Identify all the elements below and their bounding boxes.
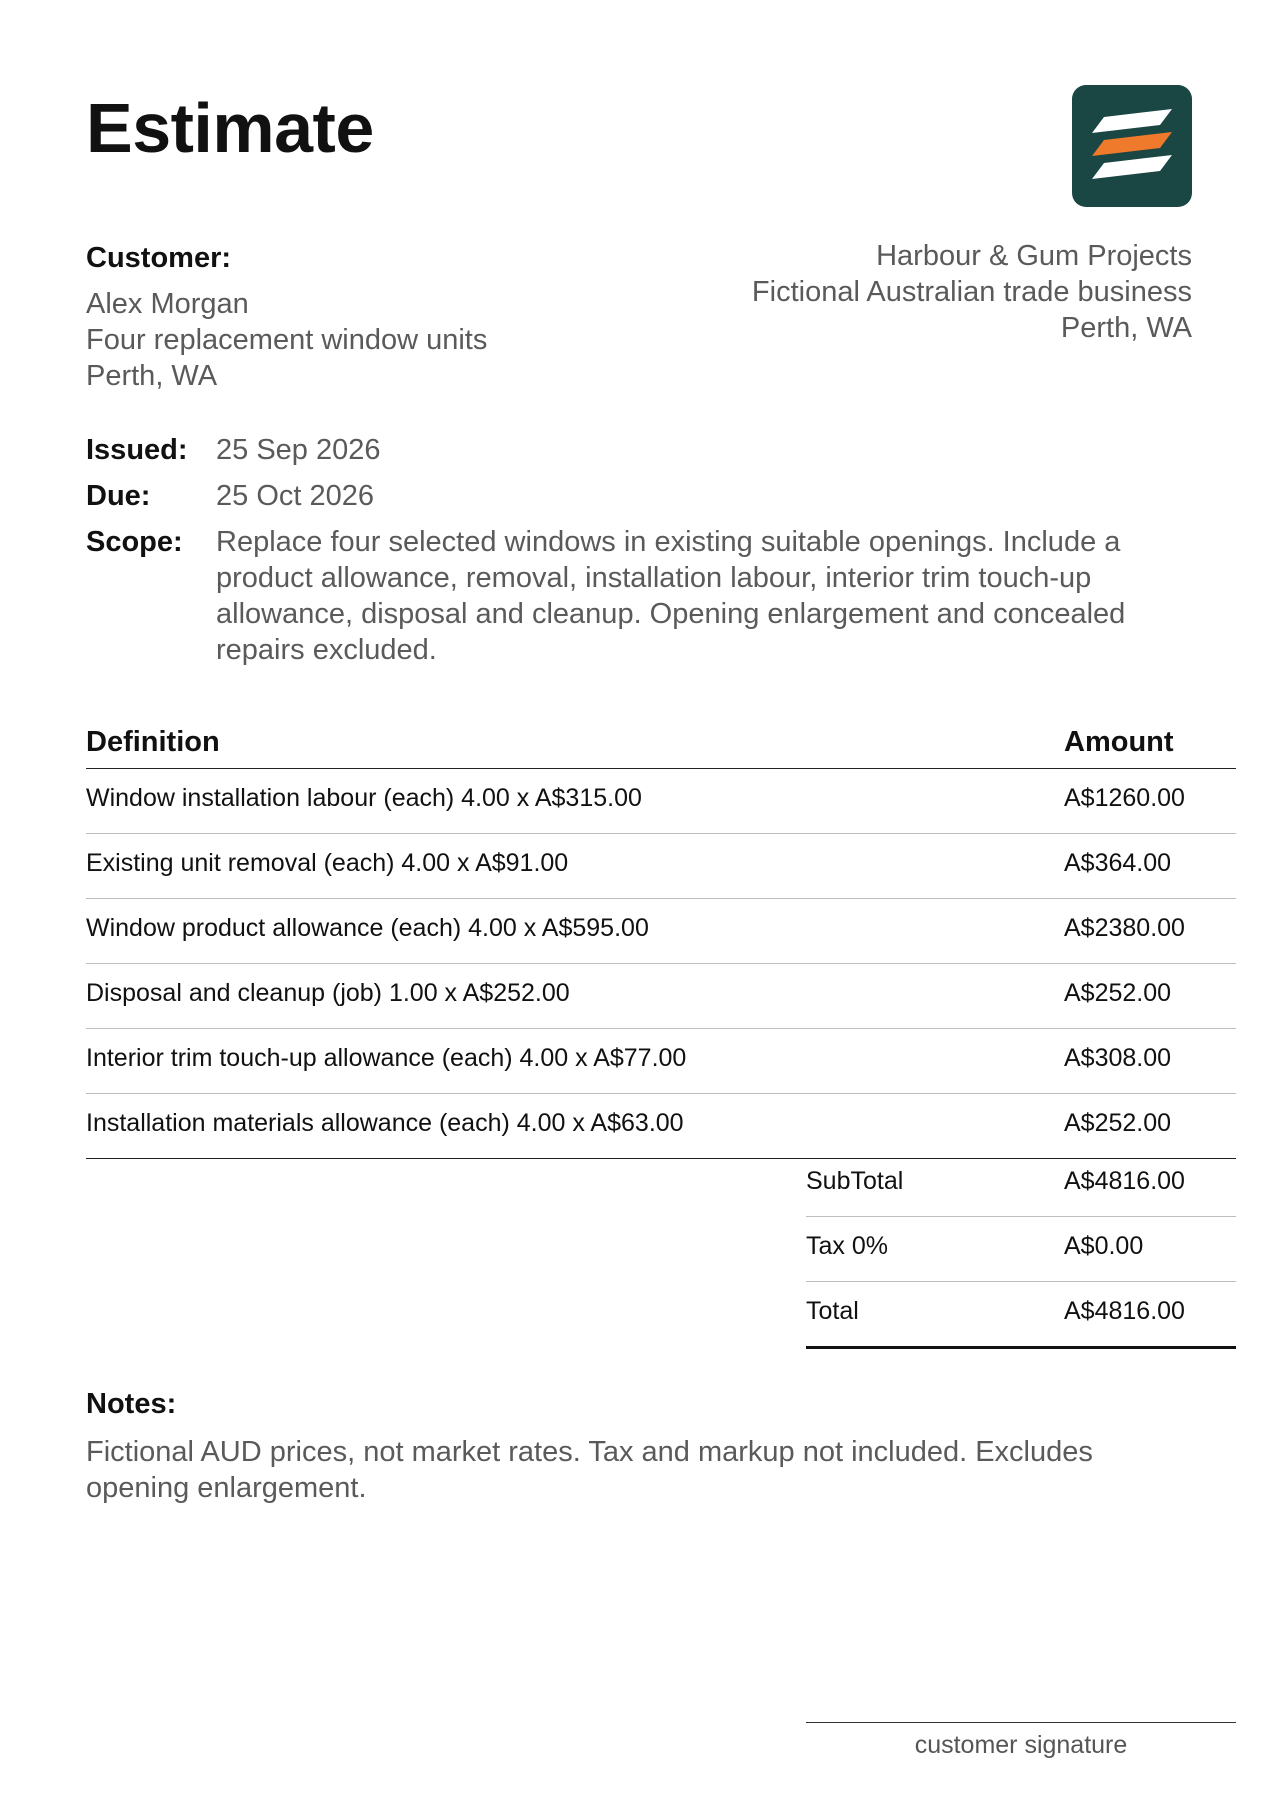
item-definition: Interior trim touch-up allowance (each) 4.00 x A$77.00 [86, 1043, 687, 1072]
total-value: A$4816.00 [1064, 1296, 1185, 1325]
scope-label: Scope: [86, 526, 183, 558]
subtotal-label: SubTotal [806, 1166, 904, 1195]
due-date: 25 Oct 2026 [216, 480, 374, 512]
signature-label: customer signature [914, 1731, 1128, 1759]
table-header [86, 724, 1236, 769]
issued-row [86, 432, 1192, 468]
item-amount: A$308.00 [1064, 1043, 1172, 1072]
table-row [86, 834, 1236, 899]
tax-label: Tax 0% [806, 1231, 888, 1260]
item-amount: A$252.00 [1064, 978, 1172, 1007]
item-amount: A$364.00 [1064, 848, 1172, 877]
definition-header: Definition [86, 726, 220, 758]
tax-row [806, 1217, 1236, 1282]
signature-line [806, 1722, 1236, 1760]
item-amount: A$2380.00 [1064, 913, 1185, 942]
table-row [86, 899, 1236, 964]
customer-label: Customer: [86, 242, 232, 274]
item-definition: Installation materials allowance (each) 4.00 x A$63.00 [86, 1108, 684, 1137]
table-row [86, 964, 1236, 1029]
customer-location: Perth, WA [86, 360, 218, 392]
notes-block [86, 1384, 1192, 1506]
subtotal-value: A$4816.00 [1064, 1166, 1185, 1195]
issued-date: 25 Sep 2026 [216, 434, 381, 466]
item-amount: A$1260.00 [1064, 783, 1185, 812]
business-block [632, 238, 1192, 346]
estimate-page [86, 0, 1236, 1800]
business-name: Harbour & Gum Projects [876, 240, 1192, 272]
due-label: Due: [86, 480, 151, 512]
customer-name: Alex Morgan [86, 288, 249, 320]
totals-table [806, 1152, 1236, 1349]
amount-header: Amount [1064, 726, 1174, 758]
item-amount: A$252.00 [1064, 1108, 1172, 1137]
business-description: Fictional Australian trade business [751, 276, 1192, 308]
notes-text: Fictional AUD prices, not market rates. Tax and markup not included. Excludes opening enlargement. [86, 1436, 1093, 1504]
tax-value: A$0.00 [1064, 1231, 1144, 1260]
table-row [86, 769, 1236, 834]
item-definition: Existing unit removal (each) 4.00 x A$91.00 [86, 848, 569, 877]
customer-block [86, 238, 646, 394]
issued-label: Issued: [86, 434, 188, 466]
line-items-table [86, 724, 1236, 1159]
stacked-layers-icon [1072, 85, 1192, 207]
item-definition: Window product allowance (each) 4.00 x A$595.00 [86, 913, 649, 942]
scope-text: Replace four selected windows in existing suitable openings. Include a product allowance, removal, installation labour, interior trim touch-up allowance, disposal and cleanup. Opening enlargement and concealed repairs excluded. [216, 526, 1126, 666]
estimate-meta [86, 432, 1192, 678]
total-row [806, 1282, 1236, 1349]
notes-label: Notes: [86, 1388, 177, 1420]
item-definition: Window installation labour (each) 4.00 x A$315.00 [86, 783, 642, 812]
company-logo [1072, 85, 1192, 207]
business-location: Perth, WA [1060, 312, 1192, 344]
customer-project: Four replacement window units [86, 324, 488, 356]
total-label: Total [806, 1296, 859, 1325]
subtotal-row [806, 1152, 1236, 1217]
document-title: Estimate [86, 89, 374, 167]
table-row [86, 1094, 1236, 1159]
scope-row [86, 524, 1192, 668]
item-definition: Disposal and cleanup (job) 1.00 x A$252.00 [86, 978, 570, 1007]
due-row [86, 478, 1192, 514]
table-row [86, 1029, 1236, 1094]
